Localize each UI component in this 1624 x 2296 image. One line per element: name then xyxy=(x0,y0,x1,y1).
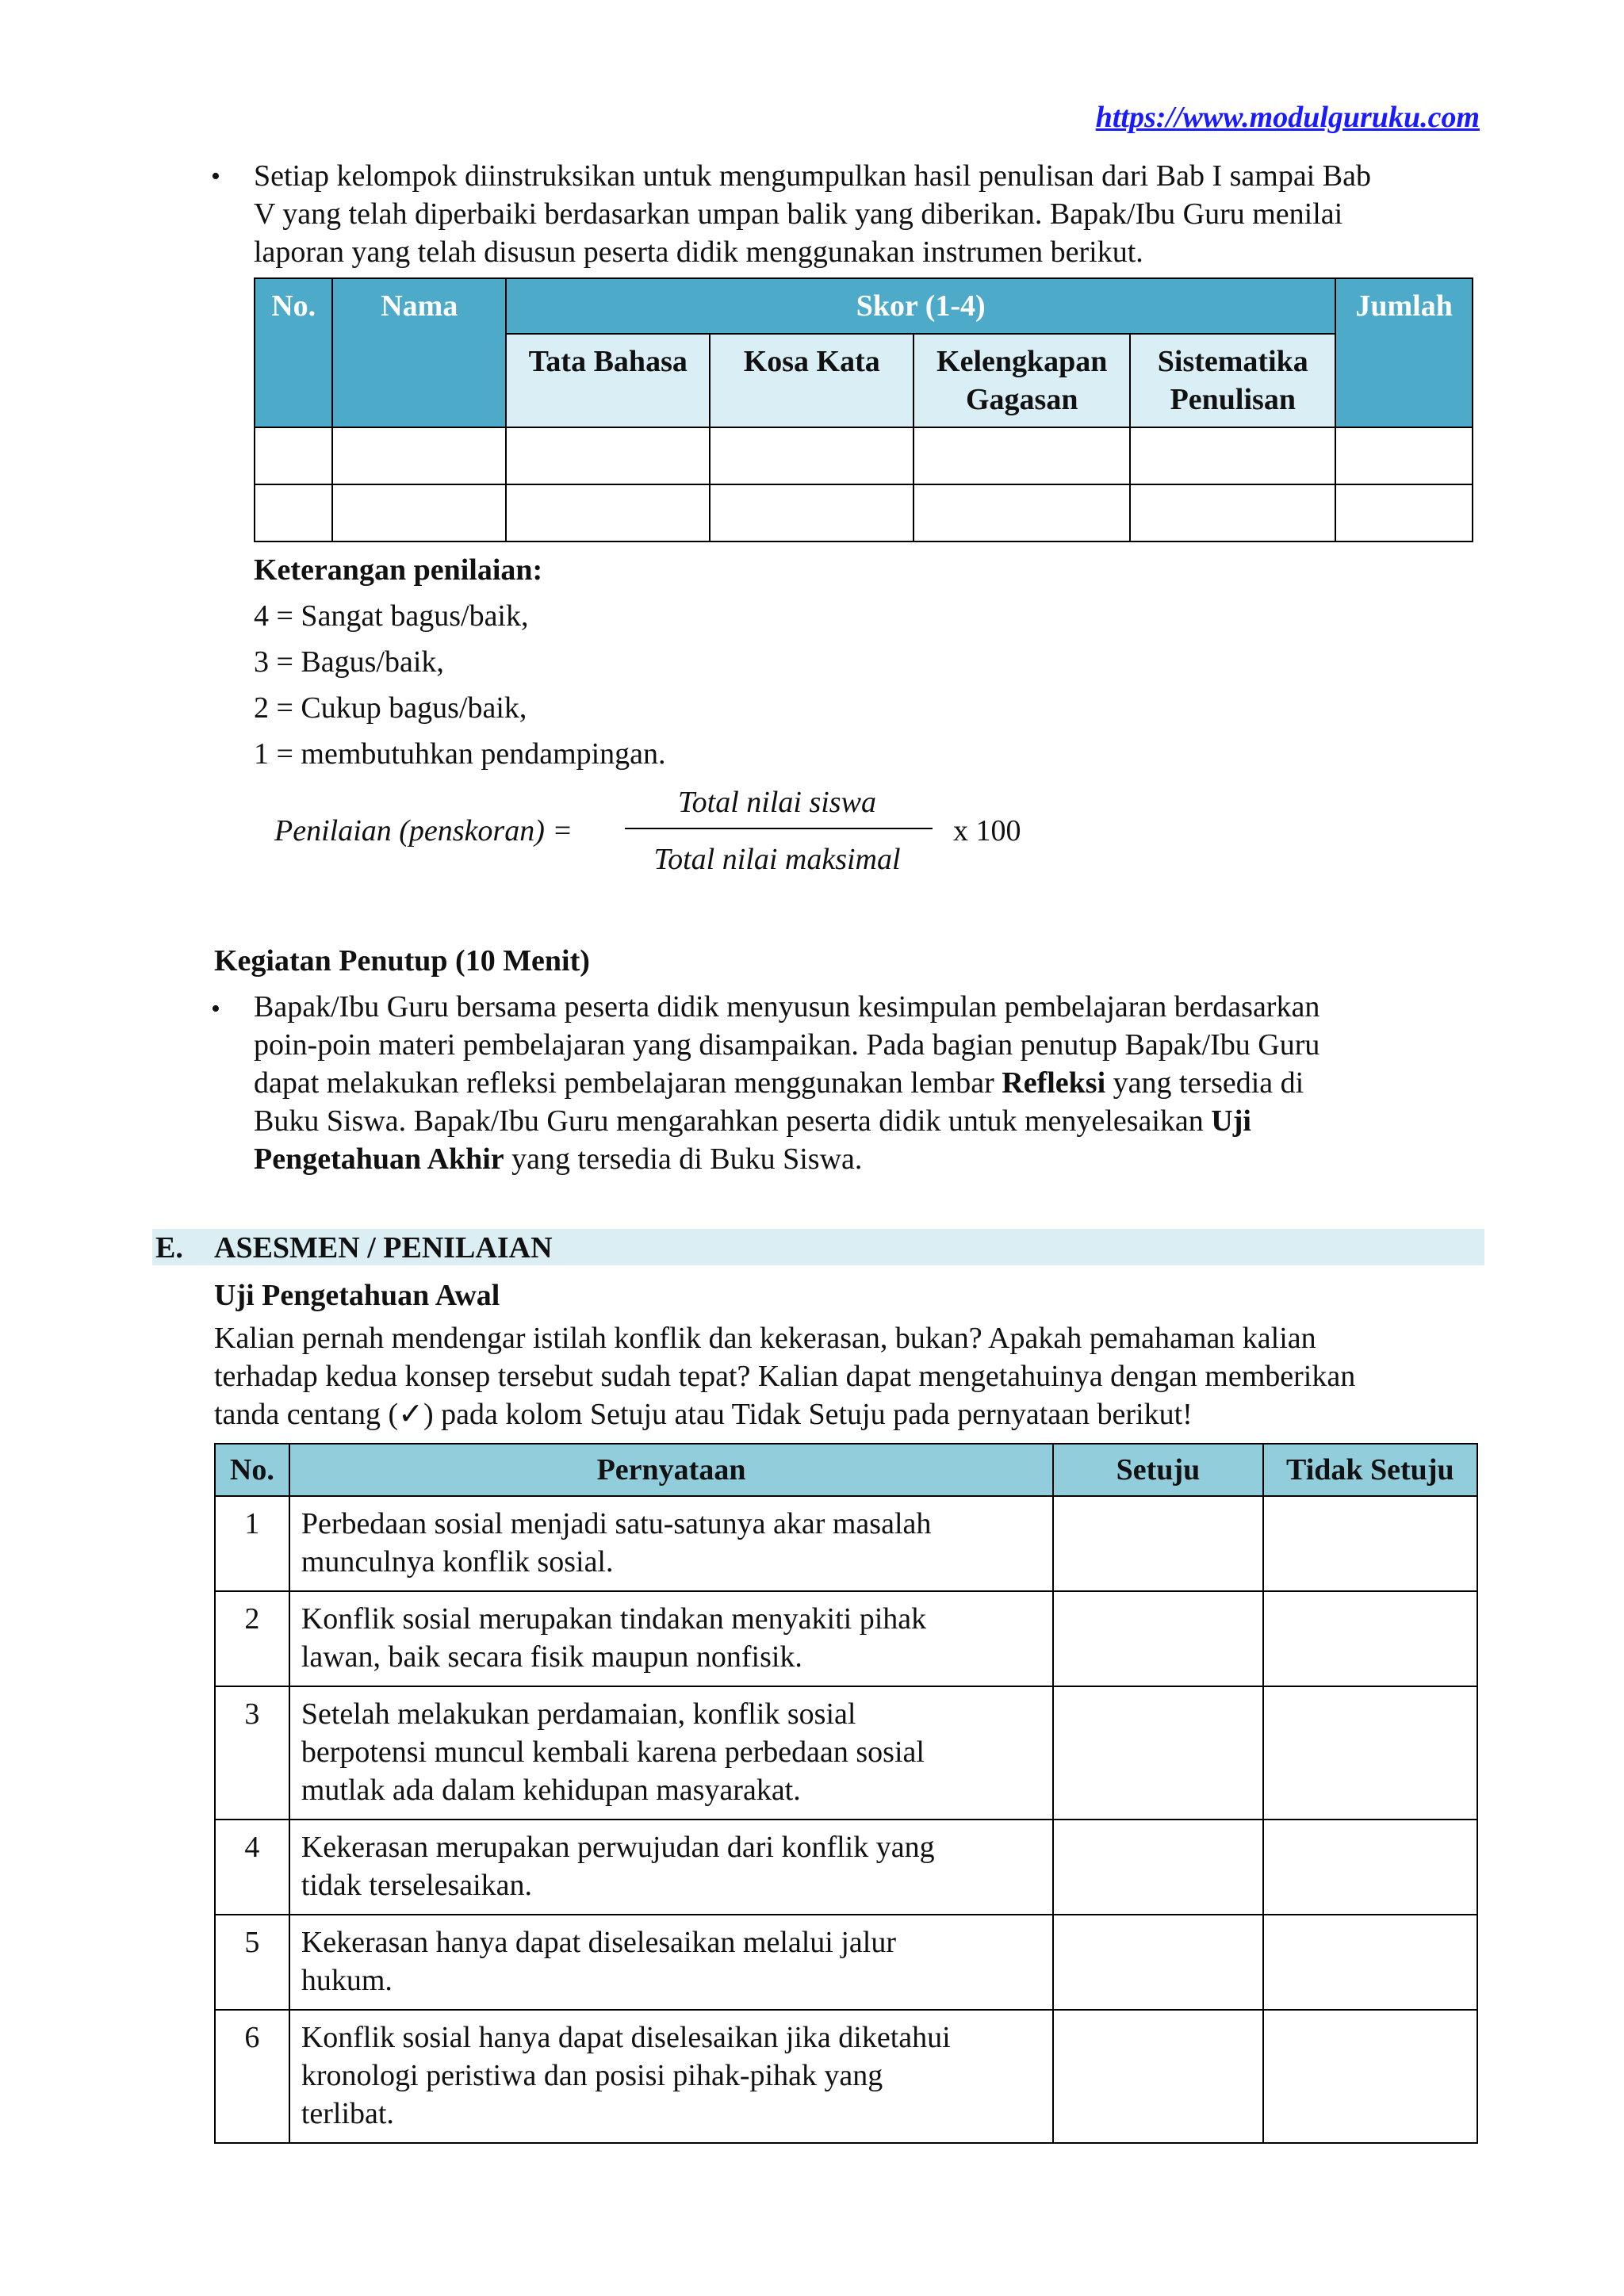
setuju-cell[interactable] xyxy=(1053,1496,1262,1591)
setuju-cell[interactable] xyxy=(1053,2010,1262,2143)
col-tidak-setuju: Tidak Setuju xyxy=(1263,1444,1477,1496)
col-jumlah: Jumlah xyxy=(1335,278,1473,427)
penutup-paragraph xyxy=(254,988,1320,1178)
table-row: 3 Setelah melakukan perdamaian, konflik sosial berpotensi muncul kembali karena perbedaan sosial mutlak ada dalam kehidupan masyarakat. xyxy=(215,1686,1477,1820)
tidak-setuju-cell[interactable] xyxy=(1263,2010,1477,2143)
col-no: No. xyxy=(215,1444,289,1496)
penutup-line: poin-poin materi pembelajaran yang disampaikan. Pada bagian penutup Bapak/Ibu Guru xyxy=(254,1028,1320,1062)
formula-multiplier: x 100 xyxy=(953,814,1021,848)
table-row xyxy=(255,484,1473,541)
table-row: 2 Konflik sosial merupakan tindakan menyakiti pihak lawan, baik secara fisik maupun nonfisik. xyxy=(215,1591,1477,1686)
criteria-header: Kosa Kata xyxy=(710,334,914,427)
tidak-setuju-cell[interactable] xyxy=(1263,1496,1477,1591)
header-url[interactable]: https://www.modulguruku.com xyxy=(1095,101,1480,134)
formula-numerator: Total nilai siswa xyxy=(678,786,876,819)
setuju-cell[interactable] xyxy=(1053,1591,1262,1686)
section-e-title: ASESMEN / PENILAIAN xyxy=(214,1231,553,1265)
intro-line: Kalian pernah mendengar istilah konflik dan kekerasan, bukan? Apakah pemahaman kalian xyxy=(214,1322,1316,1355)
penutup-line: dapat melakukan refleksi pembelajaran menggunakan lembar Refleksi yang tersedia di xyxy=(254,1066,1304,1100)
bullet-dot: • xyxy=(211,994,220,1024)
table-row: 4 Kekerasan merupakan perwujudan dari konflik yang tidak terselesaikan. xyxy=(215,1820,1477,1915)
table-row: 1 Perbedaan sosial menjadi satu-satunya akar masalah munculnya konflik sosial. xyxy=(215,1496,1477,1591)
table-row xyxy=(255,427,1473,484)
intro-line: tanda centang (✓) pada kolom Setuju atau Tidak Setuju pada pernyataan berikut! xyxy=(214,1398,1193,1431)
criteria-header: Tata Bahasa xyxy=(506,334,710,427)
col-nama: Nama xyxy=(332,278,506,427)
keterangan-item: 4 = Sangat bagus/baik, xyxy=(254,599,529,633)
keterangan-item: 2 = Cukup bagus/baik, xyxy=(254,691,527,725)
penutup-title: Kegiatan Penutup (10 Menit) xyxy=(214,944,590,978)
fraction-line xyxy=(625,828,933,829)
tidak-setuju-cell[interactable] xyxy=(1263,1915,1477,2010)
score-table xyxy=(254,277,1473,542)
formula-denominator: Total nilai maksimal xyxy=(653,843,901,876)
penutup-line: Bapak/Ibu Guru bersama peserta didik menyusun kesimpulan pembelajaran berdasarkan xyxy=(254,990,1320,1024)
table-row: 6 Konflik sosial hanya dapat diselesaikan jika diketahui kronologi peristiwa dan posisi pihak-pihak yang terlibat. xyxy=(215,2010,1477,2143)
intro-line: Setiap kelompok diinstruksikan untuk mengumpulkan hasil penulisan dari Bab I sampai Bab xyxy=(254,159,1371,193)
section-e-letter: E. xyxy=(155,1231,183,1265)
keterangan-item: 3 = Bagus/baik, xyxy=(254,645,444,679)
penutup-line: Pengetahuan Akhir yang tersedia di Buku Siswa. xyxy=(254,1142,863,1176)
statement-table xyxy=(214,1443,1478,2144)
col-setuju: Setuju xyxy=(1053,1444,1262,1496)
criteria-header: Sistematika Penulisan xyxy=(1130,334,1335,427)
intro-line: V yang telah diperbaiki berdasarkan umpan balik yang diberikan. Bapak/Ibu Guru menilai xyxy=(254,197,1343,231)
keterangan-block xyxy=(254,547,666,777)
criteria-header: Kelengkapan Gagasan xyxy=(914,334,1130,427)
penutup-line: Buku Siswa. Bapak/Ibu Guru mengarahkan peserta didik untuk menyelesaikan Uji xyxy=(254,1104,1251,1138)
intro-line: laporan yang telah disusun peserta didik menggunakan instrumen berikut. xyxy=(254,235,1143,269)
col-skor: Skor (1-4) xyxy=(506,278,1335,334)
setuju-cell[interactable] xyxy=(1053,1686,1262,1820)
tidak-setuju-cell[interactable] xyxy=(1263,1686,1477,1820)
tidak-setuju-cell[interactable] xyxy=(1263,1591,1477,1686)
section-e-intro xyxy=(214,1319,1355,1433)
keterangan-title: Keterangan penilaian: xyxy=(254,553,543,587)
col-pernyataan: Pernyataan xyxy=(289,1444,1053,1496)
intro-line: terhadap kedua konsep tersebut sudah tepat? Kalian dapat mengetahuinya dengan memberikan xyxy=(214,1360,1356,1393)
bullet-dot: • xyxy=(211,162,220,191)
col-no: No. xyxy=(255,278,332,427)
intro-paragraph xyxy=(254,157,1371,271)
section-e-subtitle: Uji Pengetahuan Awal xyxy=(214,1279,500,1312)
table-row: 5 Kekerasan hanya dapat diselesaikan melalui jalur hukum. xyxy=(215,1915,1477,2010)
setuju-cell[interactable] xyxy=(1053,1915,1262,2010)
keterangan-item: 1 = membutuhkan pendampingan. xyxy=(254,737,666,771)
setuju-cell[interactable] xyxy=(1053,1820,1262,1915)
tidak-setuju-cell[interactable] xyxy=(1263,1820,1477,1915)
formula-label: Penilaian (penskoran) = xyxy=(274,814,573,848)
